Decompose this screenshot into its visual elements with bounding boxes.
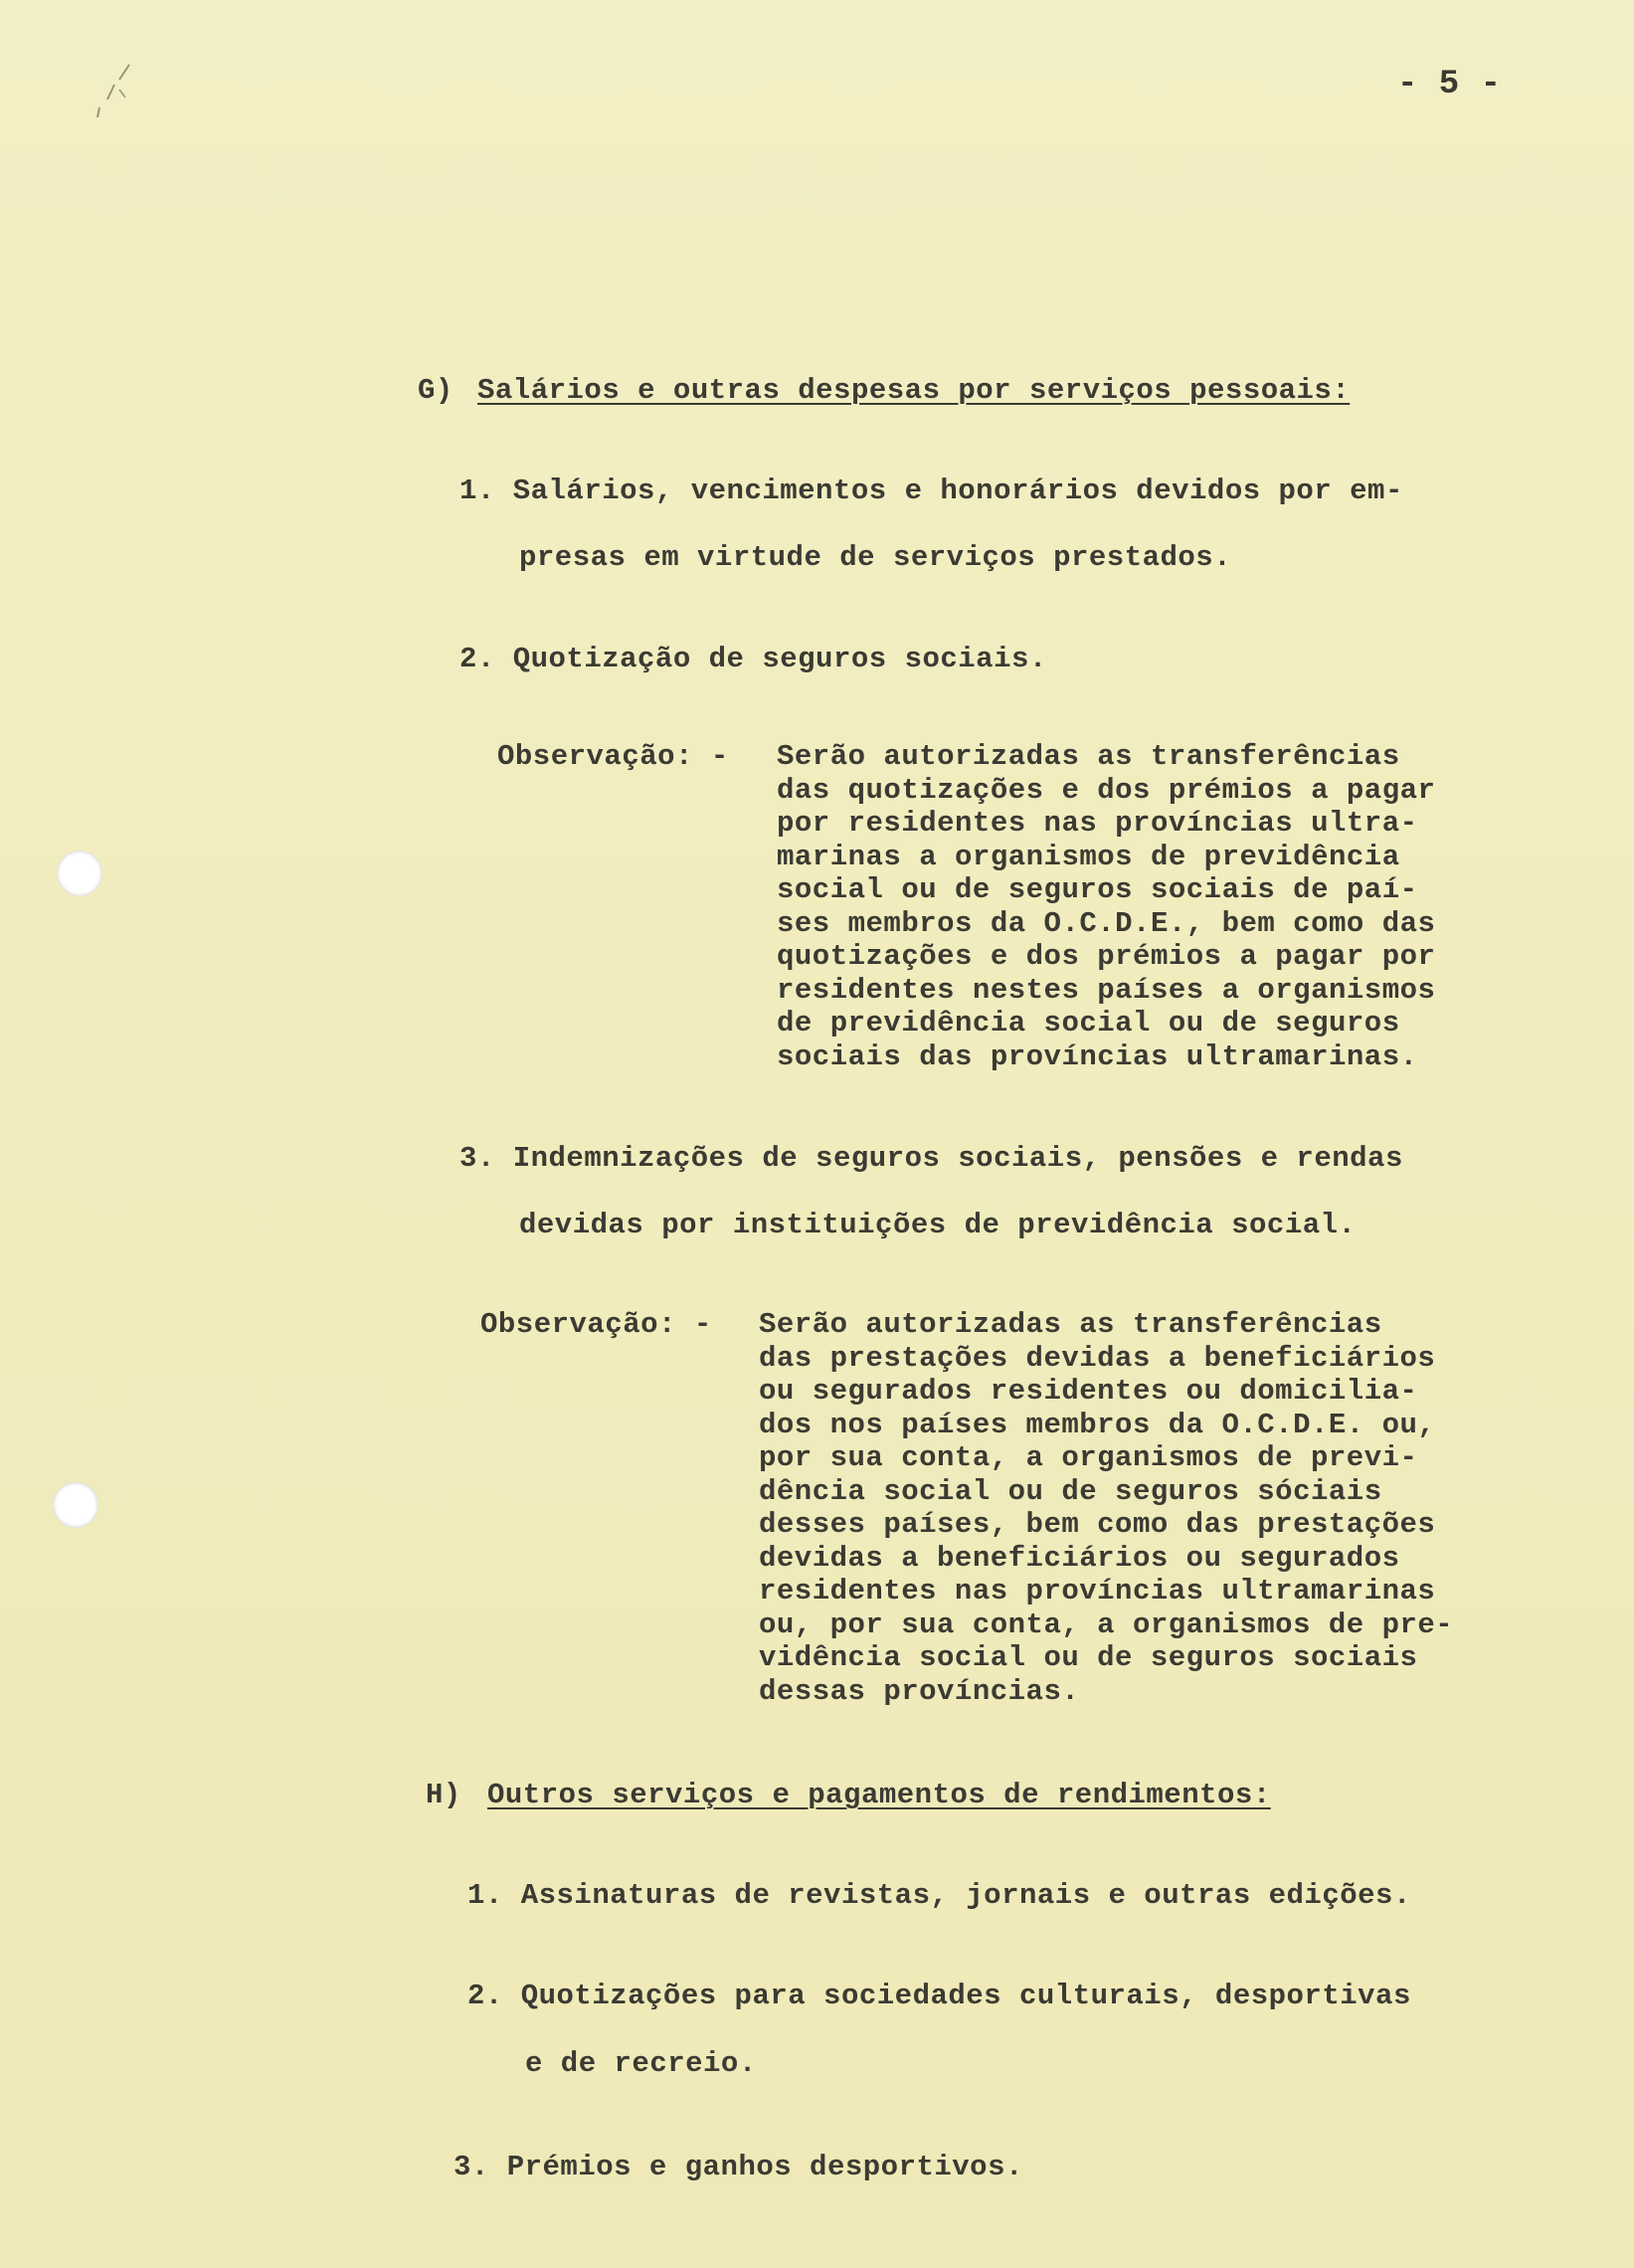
- g-obs2-label: Observação: -: [480, 1308, 712, 1341]
- obs2-line: dessas províncias.: [759, 1674, 1080, 1708]
- punch-hole-bottom: [53, 1482, 98, 1528]
- section-h-letter: H): [426, 1779, 461, 1811]
- obs1-line: marinas a organismos de previdência: [777, 840, 1400, 873]
- obs1-line: das quotizações e dos prémios a pagar: [777, 773, 1436, 807]
- page-number: - 5 -: [1397, 66, 1502, 103]
- g-item3-line2: devidas por instituições de previdência social.: [519, 1209, 1357, 1241]
- obs2-line: vidência social ou de seguros sociais: [759, 1641, 1418, 1674]
- g-item3-line1: 3. Indemnizações de seguros sociais, pensões e rendas: [459, 1142, 1403, 1175]
- obs2-line: ou, por sua conta, a organismos de pre-: [759, 1607, 1454, 1641]
- obs2-line: desses países, bem como das prestações: [759, 1508, 1436, 1541]
- obs1-line: ses membros da O.C.D.E., bem como das: [777, 906, 1436, 940]
- section-h-title: Outros serviços e pagamentos de rendimentos:: [487, 1779, 1271, 1811]
- g-item1-line1: 1. Salários, vencimentos e honorários devidos por em-: [459, 474, 1403, 507]
- g-obs1-text: [777, 740, 1435, 1073]
- obs1-line: residentes nestes países a organismos: [777, 973, 1436, 1007]
- obs1-line: por residentes nas províncias ultra-: [777, 807, 1418, 840]
- h-item2-line2: e de recreio.: [525, 2047, 757, 2080]
- pencil-mark: [90, 60, 149, 129]
- g-obs1-label: Observação: -: [497, 740, 729, 773]
- obs1-line: Serão autorizadas as transferências: [777, 740, 1400, 773]
- obs1-line: de previdência social ou de seguros: [777, 1007, 1400, 1040]
- h-item2-line1: 2. Quotizações para sociedades culturais, desportivas: [467, 1980, 1411, 2012]
- g-item1-line2: presas em virtude de serviços prestados.: [519, 541, 1232, 574]
- g-item2: 2. Quotização de seguros sociais.: [459, 643, 1047, 675]
- obs1-line: quotizações e dos prémios a pagar por: [777, 940, 1436, 973]
- obs2-line: ou segurados residentes ou domicilia-: [759, 1375, 1418, 1408]
- obs2-line: dos nos países membros da O.C.D.E. ou,: [759, 1408, 1436, 1441]
- g-obs2-text: [759, 1308, 1453, 1708]
- obs2-line: dência social ou de seguros sóciais: [759, 1474, 1382, 1508]
- obs2-line: das prestações devidas a beneficiários: [759, 1341, 1436, 1375]
- h-item1: 1. Assinaturas de revistas, jornais e outras edições.: [467, 1879, 1411, 1912]
- obs1-line: social ou de seguros sociais de paí-: [777, 873, 1418, 906]
- obs2-line: residentes nas províncias ultramarinas: [759, 1575, 1436, 1607]
- punch-hole-top: [57, 850, 102, 896]
- h-item3: 3. Prémios e ganhos desportivos.: [454, 2151, 1023, 2183]
- obs2-line: devidas a beneficiários ou segurados: [759, 1541, 1400, 1575]
- section-g-title: Salários e outras despesas por serviços pessoais:: [477, 374, 1351, 407]
- obs2-line: por sua conta, a organismos de previ-: [759, 1441, 1418, 1474]
- section-g-letter: G): [418, 374, 454, 407]
- obs2-line: Serão autorizadas as transferências: [759, 1308, 1382, 1341]
- obs1-line: sociais das províncias ultramarinas.: [777, 1040, 1418, 1073]
